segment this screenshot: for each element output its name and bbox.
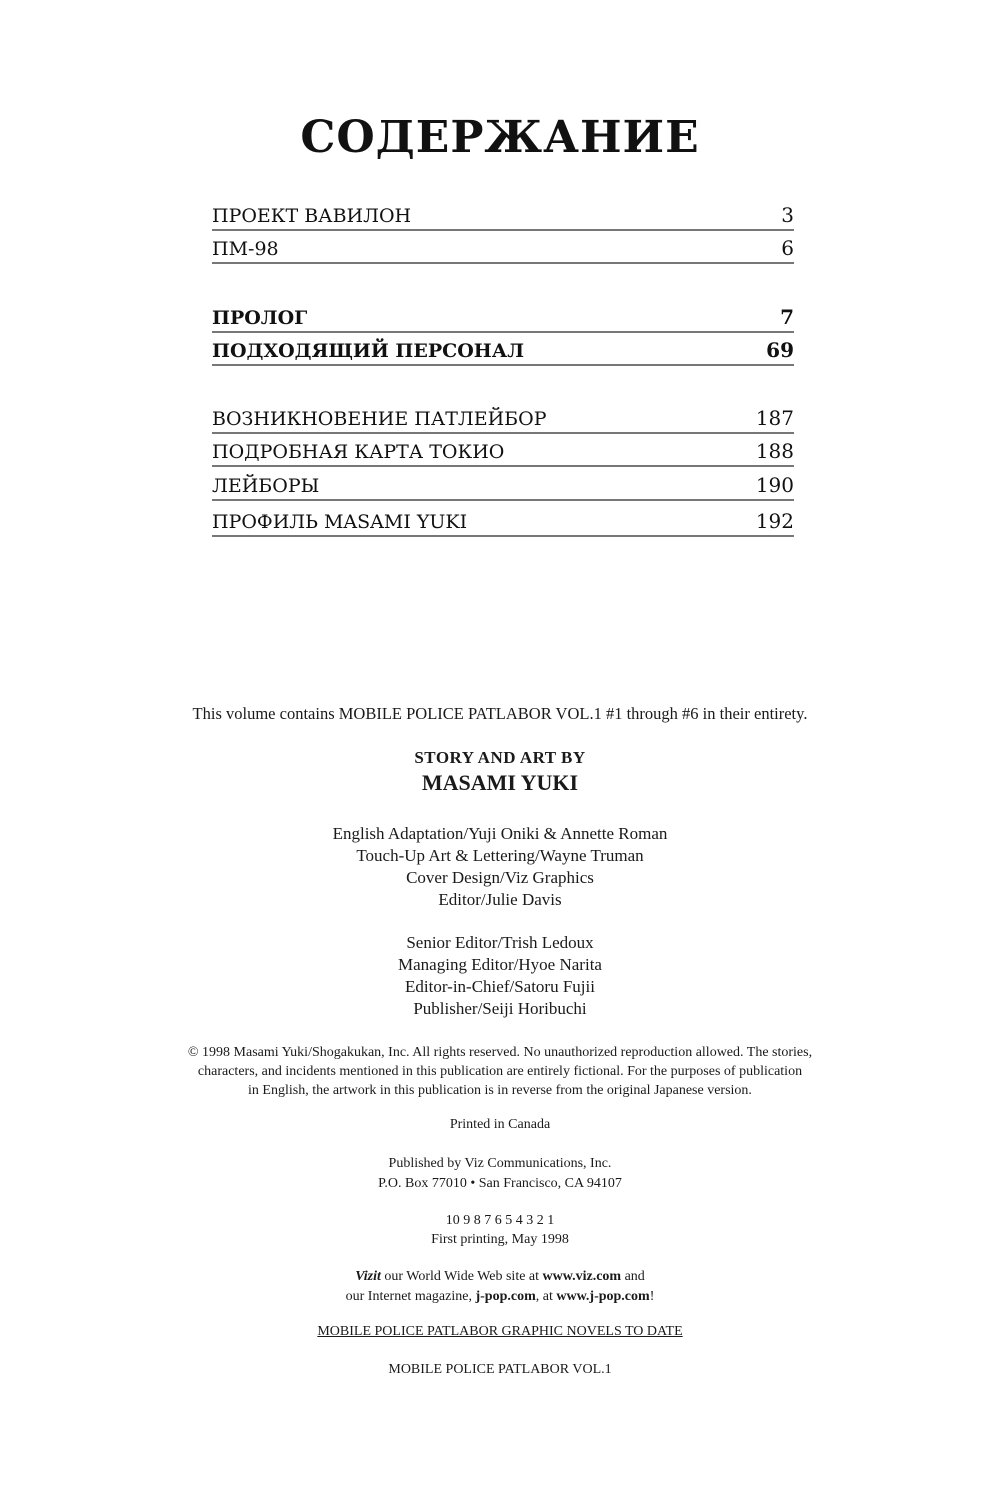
toc-page-number: 69 xyxy=(766,338,794,362)
toc-label: ВОЗНИКНОВЕНИЕ ПАТЛЕЙБОР xyxy=(212,408,547,430)
toc-label: ПМ-98 xyxy=(212,238,279,260)
copyright-line: © 1998 Masami Yuki/Shogakukan, Inc. All rights reserved. No unauthorized reproduction allowed. The stories, xyxy=(187,1045,813,1060)
publisher-info xyxy=(0,1154,1000,1194)
toc-label: ПРОЕКТ ВАВИЛОН xyxy=(212,205,412,227)
credit-line: Senior Editor/Trish Ledoux xyxy=(406,933,594,952)
credits-block xyxy=(0,823,1000,911)
toc-page-number: 190 xyxy=(755,473,794,497)
printing-info xyxy=(0,1211,1000,1249)
copyright-line: in English, the artwork in this publication is in reverse from the original Japanese version. xyxy=(248,1083,752,1098)
toc-label: ПОДРОБНАЯ КАРТА ТОКИО xyxy=(212,441,505,463)
web-info xyxy=(0,1267,1000,1307)
toc-row[interactable] xyxy=(212,333,794,366)
toc-row[interactable] xyxy=(212,198,794,231)
first-printing: First printing, May 1998 xyxy=(431,1232,569,1247)
toc-row[interactable] xyxy=(212,504,794,537)
toc-label: ПРОФИЛЬ MASAMI YUKI xyxy=(212,511,468,533)
web-line-1 xyxy=(0,1267,1000,1287)
graphic-novels-heading xyxy=(0,1324,1000,1340)
toc-label: ЛЕЙБОРЫ xyxy=(212,475,320,497)
author-name: MASAMI YUKI xyxy=(421,770,579,795)
vizit-word: Vizit xyxy=(355,1269,381,1284)
copyright-line: characters, and incidents mentioned in this publication are entirely fictional. For the purposes of publication xyxy=(197,1064,803,1079)
credit-line: Touch-Up Art & Lettering/Wayne Truman xyxy=(356,846,644,865)
viz-url-link[interactable]: www.viz.com xyxy=(542,1269,622,1284)
web-text: our Internet magazine, xyxy=(345,1289,476,1304)
toc-row[interactable] xyxy=(212,468,794,501)
toc-row[interactable] xyxy=(212,231,794,264)
page-title: СОДЕРЖАНИЕ xyxy=(300,112,700,163)
toc-page-number: 6 xyxy=(781,236,794,260)
toc-row[interactable] xyxy=(212,434,794,467)
toc-page-number: 188 xyxy=(755,439,794,463)
graphic-novel-item: MOBILE POLICE PATLABOR VOL.1 xyxy=(388,1362,612,1377)
credit-line: Cover Design/Viz Graphics xyxy=(406,868,594,887)
jpop-name[interactable]: j-pop.com xyxy=(475,1289,536,1304)
web-text: and xyxy=(621,1269,645,1284)
credit-line: Managing Editor/Hyoe Narita xyxy=(398,955,602,974)
printed-in: Printed in Canada xyxy=(449,1117,551,1132)
story-by-label: STORY AND ART BY xyxy=(414,748,586,767)
web-text: , at xyxy=(535,1289,557,1304)
editorial-credits-block xyxy=(0,932,1000,1020)
credit-line: Publisher/Seiji Horibuchi xyxy=(413,999,587,1018)
volume-contents-note: This volume contains MOBILE POLICE PATLABOR VOL.1 #1 through #6 in their entirety. xyxy=(192,704,808,723)
web-text: ! xyxy=(649,1289,655,1304)
credit-line: English Adaptation/Yuji Oniki & Annette Roman xyxy=(332,824,668,843)
publisher-address: P.O. Box 77010 • San Francisco, CA 94107 xyxy=(378,1176,622,1191)
print-numbers: 10 9 8 7 6 5 4 3 2 1 xyxy=(445,1213,555,1228)
toc-label: ПОДХОДЯЩИЙ ПЕРСОНАЛ xyxy=(212,340,525,362)
toc-page-number: 192 xyxy=(755,509,794,533)
credit-line: Editor/Julie Davis xyxy=(438,890,562,909)
web-line-2 xyxy=(0,1287,1000,1307)
copyright-notice xyxy=(0,1043,1000,1100)
credit-line: Editor-in-Chief/Satoru Fujii xyxy=(405,977,595,996)
graphic-novels-heading-text: MOBILE POLICE PATLABOR GRAPHIC NOVELS TO DATE xyxy=(317,1324,683,1339)
toc-label: ПРОЛОГ xyxy=(212,307,308,329)
toc-row[interactable] xyxy=(212,401,794,434)
toc-page-number: 3 xyxy=(781,203,794,227)
web-text: our World Wide Web site at xyxy=(380,1269,543,1284)
toc-page-number: 7 xyxy=(780,305,794,329)
toc-row[interactable] xyxy=(212,300,794,333)
jpop-url-link[interactable]: www.j-pop.com xyxy=(556,1289,650,1304)
publisher-line: Published by Viz Communications, Inc. xyxy=(388,1156,612,1171)
toc-page-number: 187 xyxy=(755,406,794,430)
